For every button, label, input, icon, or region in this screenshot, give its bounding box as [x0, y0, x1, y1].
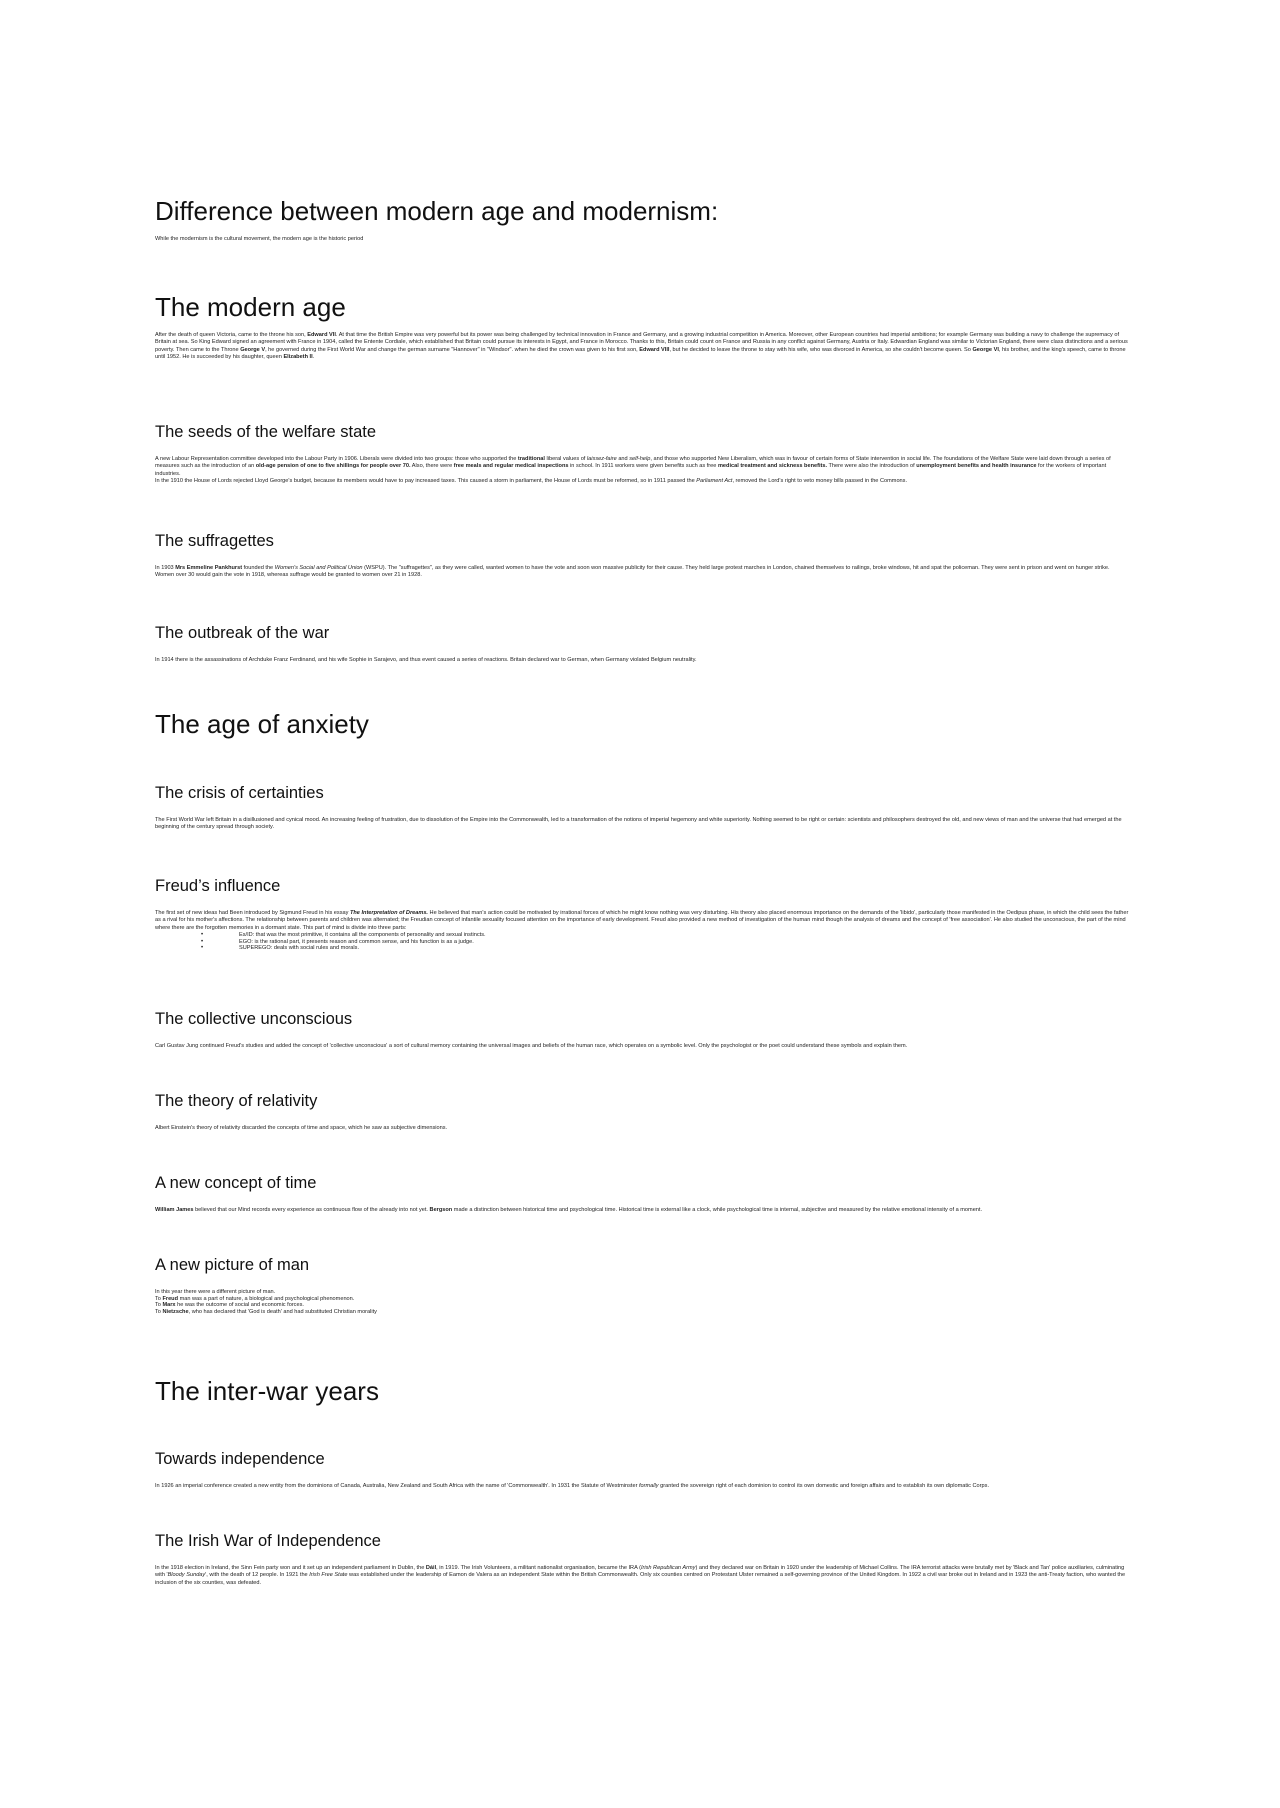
section-collective	[155, 1009, 1130, 1050]
bold-run: George V	[240, 346, 266, 353]
text-run: (WSPU). The "suffragettes", as they were called, wanted women to have the vote and soon won massive publicity for their cause. They held large protest marches in London, chained themselves to railings, broke windows, hit and spat the policeman. They were sent in prison and went on hunger strike. Women over 30 would gain the vote in 1918, whereas suffrage would be granted to women over 21 in 1928.	[155, 565, 1110, 579]
time-text	[155, 1207, 1130, 1214]
text-run: for the workers of important industries.	[155, 463, 1107, 477]
text-run: A new Labour Representation committee developed into the Labour Party in 1906. Liberals were divided into two groups: those who supported the	[155, 456, 518, 462]
list-item: • EGO: is the rational part, it presents reason and common sense, and his function is as a judge.	[201, 939, 1130, 946]
section-intro	[155, 196, 1130, 243]
text-run: ) and they declared war on Britain in 1920 under the leadership of Michael Collins. The IRA terrorist attacks were brutally met by 'Black and Tan' police auxiliaries, culminating with '	[155, 1565, 1125, 1579]
bold-run: traditional	[517, 456, 545, 462]
heading-time: A new concept of time	[155, 1174, 317, 1192]
text-run: In the 1918 election in Ireland, the Sinn Fein party won and it set up an independent parliament in Dublin, the	[155, 1565, 426, 1571]
relativity-text: Albert Einstein's theory of relativity discarded the concepts of time and space, which he saw as subjective dimensions.	[155, 1125, 448, 1131]
bold-run: unemployment benefits and health insurance	[916, 463, 1037, 470]
text-line	[155, 1309, 1130, 1316]
text-run: and	[616, 456, 630, 462]
text-run: granted the sovereign right of each dominion to control its own domestic and foreign affairs and to establish its own diplomatic Corps.	[658, 1483, 989, 1489]
intro-text: While the modernism is the cultural movement, the modern age is the historic period	[155, 236, 364, 242]
section-interwar	[155, 1376, 1130, 1406]
heading-outbreak: The outbreak of the war	[155, 624, 330, 642]
section-anxiety	[155, 709, 1130, 739]
crisis-text: The First World War left Britain in a disillusioned and cynical mood. An increasing feeling of frustration, due to dissolution of the Empire into the Commonwealth, led to a transformation of the notions of imperial hegemony and white superiority. Nothing seemed to be right or certain: scientists and philosophers destroyed the old, and new views of man and the universe that had emerged at the beginning of the century spread through society.	[155, 817, 1122, 831]
list-item: • Es/ID: that was the most primitive, it contains all the components of personality and sexual instincts.	[201, 932, 1130, 939]
bold-run: Mrs Emmeline Pankhurst	[175, 565, 243, 571]
heading-relativity: The theory of relativity	[155, 1092, 318, 1110]
text-run: man was a part of nature, a biological and psychological phenomenon.	[178, 1295, 355, 1302]
text-run: To	[155, 1308, 163, 1315]
bold-run: Edward VII	[307, 332, 336, 338]
suffragettes-text	[155, 565, 1130, 580]
section-relativity	[155, 1091, 1130, 1132]
bold-run: free meals and regular medical inspections	[453, 463, 569, 470]
italic-run: Parliament Act	[696, 478, 733, 485]
irish-text	[155, 1565, 1130, 1587]
text-run: , he governed during the First World War and change the german surname "Hannover" in "Windsor". when he died the crown was given to his first son,	[265, 346, 640, 353]
text-run: To	[155, 1295, 163, 1302]
text-run: He believed that man's action could be motivated by irrational forces of which he might know nothing was very disturbing. His theory also placed enormous importance on the demands of the 'libido', particularly those manifested in the Oedipus phase, in which the child sees the father as a rival for his mother's affections. The relationship between parents and children was alternated; the Freudian concept of infantile sexuality focused attention on the importance of early development. Freud also provided a new method of investigation of the human mind though the analysis of dreams and the concept of 'free association'. He also studied the unconscious, the part of the mind where there are the forgotten memories in a dormant state. This part of mind is divide into three parts:	[155, 910, 1129, 931]
freud-list	[155, 932, 1130, 952]
text-run: believed that our Mind records every experience as continuous flow of the already into not yet.	[193, 1207, 430, 1213]
bold-run: Freud	[162, 1295, 179, 1302]
heading-freud: Freud’s influence	[155, 877, 281, 895]
welfare-text-1	[155, 456, 1130, 478]
heading-collective: The collective unconscious	[155, 1010, 353, 1028]
heading-independence: Towards independence	[155, 1450, 325, 1468]
text-line	[155, 1302, 1130, 1309]
heading-man: A new picture of man	[155, 1256, 310, 1274]
bold-run: old-age pension of one to five shillings for people over 70.	[255, 463, 411, 470]
text-run: founded the	[242, 565, 275, 571]
bold-run: medical treatment and sickness benefits.	[717, 463, 828, 470]
section-irish	[155, 1531, 1130, 1587]
text-run: he was the outcome of social and economic forces.	[175, 1302, 304, 1309]
heading-modern-age: The modern age	[155, 292, 346, 322]
outbreak-text: In 1914 there is the assassinations of Archduke Franz Ferdinand, and his wife Sophie in Sarajevo, and thus event caused a series of reactions. Britain declared war to German, when Germany violated Belgium neutrality.	[155, 657, 697, 663]
welfare-text-2	[155, 478, 1130, 485]
heading-suffragettes: The suffragettes	[155, 532, 274, 550]
section-suffragettes	[155, 531, 1130, 580]
bold-run: Dáil	[425, 1565, 437, 1571]
text-run: . At that time the British Empire was very powerful but its power was being challenged by technical innovation in France and Germany, and a growing industrial competition in America. Moreover, other European countries had imperial ambitions; for example Germany was building a navy to challenge the supremacy of Britain at sea. So King Edward signed an agreement with France in 1904, called the Entente Cordiale, which established that Britain could pursue its interests in Egypt, and France in Morocco. Thanks to this, Britain could count on France and Russia in any conflict against Germany, Austria or Italy. Edwardian England was similar to Victorian England, there were class distinctions and a serious poverty. Then came to the Throne	[155, 332, 1128, 353]
section-time	[155, 1173, 1130, 1214]
section-welfare	[155, 422, 1130, 486]
text-run: In 1926 an imperial conference created a new entity from the dominions of Canada, Australia, New Zealand and South Africa with the name of 'Commonwealth'. In 1931 the Statute of Westminster	[155, 1483, 639, 1489]
heading-difference: Difference between modern age and modernism:	[155, 196, 719, 226]
modern-age-text	[155, 332, 1130, 362]
text-run: liberal values of	[544, 456, 587, 462]
section-crisis	[155, 783, 1130, 832]
collective-text: Carl Gustav Jung continued Freud's studies and added the concept of 'collective unconscious' a sort of cultural memory containing the universal images and beliefs of the human race, which operates on a symbolic level. Only the psychologist or the poet could understand these symbols and explain them.	[155, 1043, 908, 1049]
italic-run: self-help	[629, 456, 651, 462]
text-line	[155, 1296, 1130, 1303]
text-run: ', with the death of 12 people. In 1921 the	[205, 1572, 310, 1579]
text-run: made a distinction between historical time and psychological time. Historical time is external like a clock, while psychological time is internal, subjective and measured by the relative emotional intensity of a moment.	[452, 1207, 983, 1213]
bold-run: Marx	[162, 1302, 176, 1309]
bold-italic-run: The Interpretation of Dreams.	[349, 910, 428, 916]
italic-run: formally	[638, 1483, 659, 1489]
heading-irish: The Irish War of Independence	[155, 1532, 381, 1550]
bold-run: Nietzsche	[162, 1308, 189, 1315]
text-run: In 1903	[155, 565, 176, 571]
section-modern-age	[155, 292, 1130, 362]
man-text	[155, 1289, 1130, 1315]
heading-welfare: The seeds of the welfare state	[155, 423, 377, 441]
text-run: .	[312, 354, 315, 361]
bold-run: Edward VIII	[639, 346, 670, 353]
text-run: , his brother, and the king's speech, came to throne until 1952. He is succeeded by his daughter, queen	[155, 346, 1126, 361]
heading-interwar: The inter-war years	[155, 1376, 379, 1406]
bold-run: George VI	[972, 346, 999, 353]
text-run: There were also the introduction of	[827, 463, 917, 470]
italic-run: Bloody Sunday	[167, 1572, 206, 1579]
text-run: , but he decided to leave the throne to stay with his wife, who was divorced in America, so she couldn't become queen. So	[669, 346, 973, 353]
italic-run: laissez-faire	[586, 456, 617, 462]
text-line: In this year there were a different picture of man.	[155, 1289, 276, 1295]
independence-text	[155, 1483, 1130, 1490]
text-run: In the 1910 the House of Lords rejected Lloyd George's budget, because its members would have to pay increased taxes. This caused a storm in parliament, the House of Lords must be reformed, so in 1911 passed the	[155, 478, 697, 485]
bold-run: Elizabeth II	[283, 354, 313, 361]
section-man	[155, 1255, 1130, 1315]
italic-run: Irish Free State	[309, 1572, 348, 1579]
text-run: Also, there were	[410, 463, 454, 470]
italic-run: Women's Social and Political Union	[274, 565, 363, 571]
text-run: was established under the leadership of Eamon de Valera as an independent State within the British Commonwealth. Only six counties centred on Protestant Ulster remained a self-governing province of the United Kingdom. In 1922 a civil war broke out in Ireland and in 1923 the anti-Treaty faction, who wanted the inclusion of the six counties, was defeated.	[155, 1572, 1126, 1586]
list-item: • SUPEREGO: deals with social rules and morals.	[201, 945, 1130, 952]
section-freud	[155, 876, 1130, 952]
text-run: The first set of new ideas had Been introduced by Sigmund Freud in his essay	[155, 910, 350, 916]
text-run: , and those who supported New Liberalism, which was in favour of certain forms of State intervention in social life. The foundations of the Welfare State were laid down through a series of measures such as the introduction of an	[155, 456, 1111, 470]
text-run: in school. In 1911 workers were given benefits such as free	[568, 463, 718, 470]
bold-run: Bergson	[429, 1207, 453, 1213]
text-run: , who has declared that 'God is death' and had substituted Christian morality	[188, 1308, 377, 1315]
heading-anxiety: The age of anxiety	[155, 709, 369, 739]
freud-text	[155, 910, 1130, 932]
bold-run: William James	[155, 1207, 194, 1213]
section-independence	[155, 1449, 1130, 1490]
italic-run: Irish Republican Army	[640, 1565, 696, 1571]
text-run: After the death of queen Victoria, came to the throne his son,	[155, 332, 308, 338]
heading-crisis: The crisis of certainties	[155, 784, 324, 802]
section-outbreak	[155, 623, 1130, 664]
text-run: , removed the Lord's right to veto money bills passed in the Commons.	[732, 478, 908, 485]
text-run: To	[155, 1302, 163, 1309]
text-run: , in 1919. The Irish Volunteers, a militant nationalist organisation, became the IRA (	[436, 1565, 641, 1571]
